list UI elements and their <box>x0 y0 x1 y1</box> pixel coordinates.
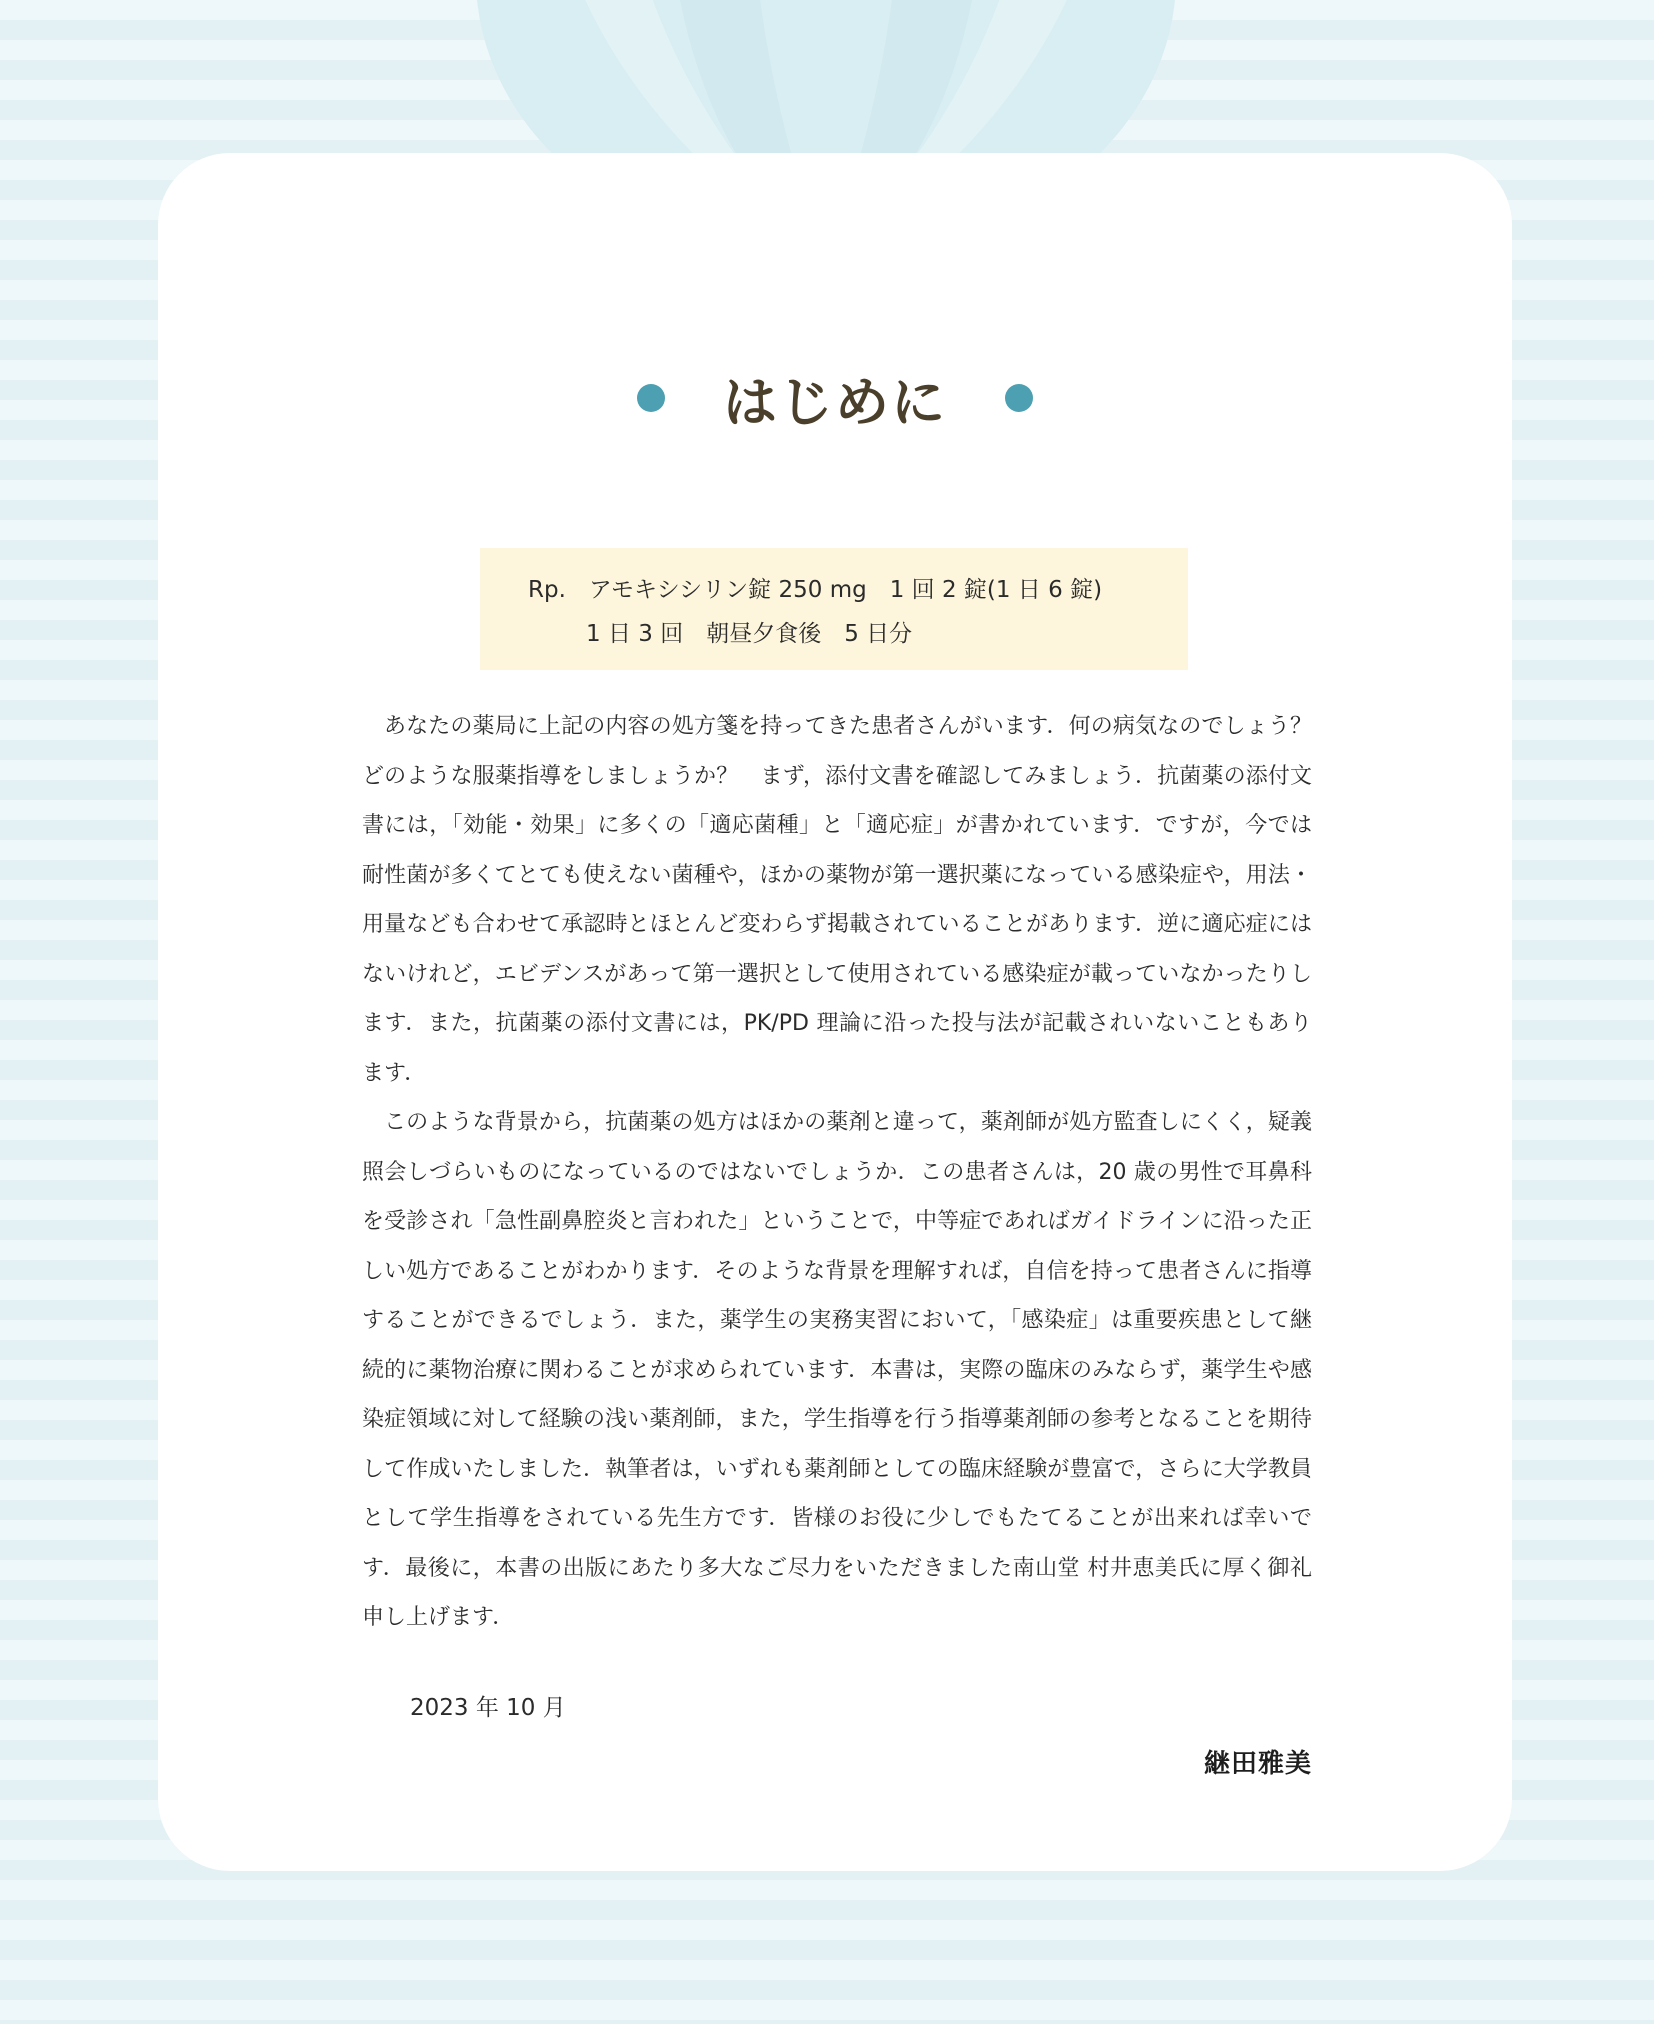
date: 2023 年 10 月 <box>410 1695 566 1721</box>
heading-dot-left-icon <box>637 384 665 412</box>
prescription-line-1: Rp. アモキシシリン錠 250 mg 1 回 2 錠(1 日 6 錠) <box>528 577 1103 603</box>
heading-dot-right-icon <box>1005 384 1033 412</box>
content-card <box>158 153 1512 1871</box>
prescription-line-2: 1 日 3 回 朝昼夕食後 5 日分 <box>586 621 913 647</box>
body-text <box>362 702 1335 1643</box>
paragraph-2: このような背景から，抗菌薬の処方はほかの薬剤と違って，薬剤師が処方監査しにくく，疑義照会しづらいものになっているのではないでしょうか．この患者さんは，20 歳の男性で耳鼻科を受診され「急性副鼻腔炎と言われた」ということで，中等症であればガイドラインに沿った正しい処方であることがわかります．そのような背景を理解すれば，自信を持って患者さんに指導することができるでしょう．また，薬学生の実務実習において，「感染症」は重要疾患として継続的に薬物治療に関わることが求められています．本書は，実際の臨床のみならず，薬学生や感染症領域に対して経験の浅い薬剤師，また，学生指導を行う指導薬剤師の参考となることを期待して作成いたしました．執筆者は，いずれも薬剤師としての臨床経験が豊富で，さらに大学教員として学生指導をされている先生方です．皆様のお役に少しでもたてることが出来れば幸いです．最後に，本書の出版にあたり多大なご尽力をいただきました南山堂 村井恵美氏に厚く御礼申し上げます． <box>362 1110 1312 1630</box>
heading <box>158 358 1512 438</box>
author-name: 継田雅美 <box>1203 1749 1312 1779</box>
paragraph-1: あなたの薬局に上記の内容の処方箋を持ってきた患者さんがいます．何の病気なのでしょう？ どのような服薬指導をしましょうか？ まず，添付文書を確認してみましょう．抗菌薬の添付文書には，「効能・効果」に多くの「適応菌種」と「適応症」が書かれています．ですが，今では耐性菌が多くてとても使えない菌種や，ほかの薬物が第一選択薬になっている感染症や，用法・用量なども合わせて承認時とほとんど変わらず掲載されていることがあります．逆に適応症にはないけれど，エビデンスがあって第一選択として使用されている感染症が載っていなかったりします．また，抗菌薬の添付文書には，PK/PD 理論に沿った投与法が記載されいないこともあります． <box>362 714 1335 1086</box>
prescription-box <box>480 548 1188 670</box>
page-title: はじめに <box>723 370 947 434</box>
